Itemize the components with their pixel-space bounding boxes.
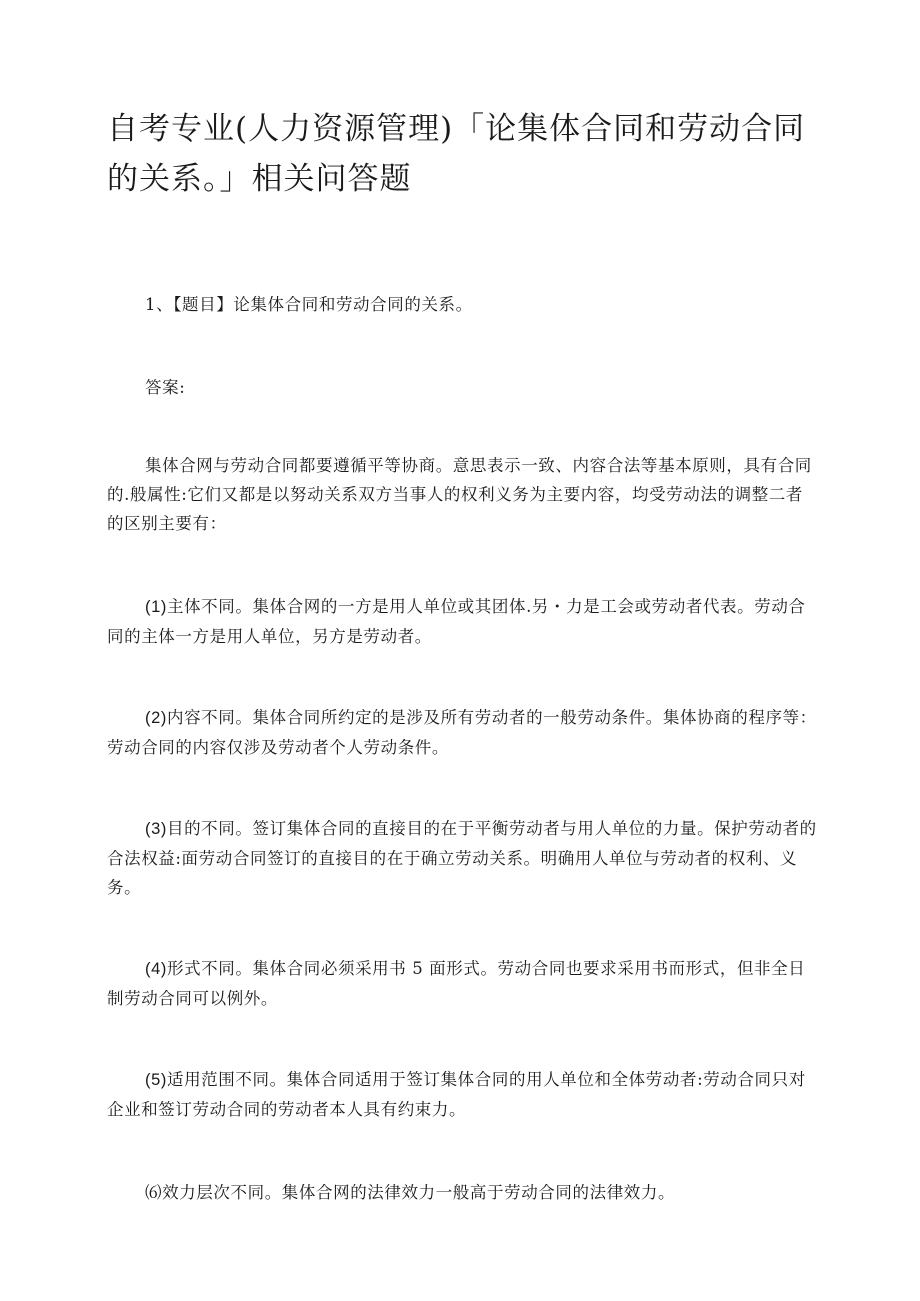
point-marker: ⑹ <box>145 1183 163 1202</box>
point-5 <box>107 1065 819 1124</box>
point-text: 形式不同。集体合同必须采用书 5 面形式。劳动合同也要求采用书而形式，但非全日制劳动合同可以例外。 <box>107 959 806 1008</box>
point-marker: (3) <box>145 820 167 838</box>
document-title: 自考专业(人力资源管理)「论集体合同和劳动合同的关系。」相关问答题 <box>107 111 806 197</box>
point-marker: (4) <box>145 960 167 978</box>
point-marker: (2) <box>145 709 167 727</box>
answer-intro: 集体合网与劳动合同都要遵循平等协商。意思表示一致、内容合法等基本原则，具有合同的.般属性:它们又都是以努动关系双方当事人的权利义务为主要内容，均受劳动法的调整二者的区别主要有： <box>107 456 812 533</box>
question-text: 1、【题目】论集体合同和劳动合同的关系。 <box>145 295 473 314</box>
point-2 <box>107 703 819 762</box>
point-marker: (1) <box>145 598 167 616</box>
point-text: 主体不同。集体合网的一方是用人单位或其团体.另・力是工会或劳动者代表。劳动合同的主体一方是用人单位，另方是劳动者。 <box>107 597 806 646</box>
point-1 <box>107 592 819 651</box>
point-4 <box>107 954 819 1013</box>
point-marker: (5) <box>145 1071 167 1089</box>
point-text: 目的不同。签订集体合同的直接目的在于平衡劳动者与用人单位的力量。保护劳动者的合法权益:面劳动合同签订的直接目的在于确立劳动关系。明确用人单位与劳动者的权利、义务。 <box>107 819 817 897</box>
point-3 <box>107 814 819 902</box>
point-text: 效力层次不同。集体合网的法律效力一般高于劳动合同的法律效力。 <box>162 1183 676 1202</box>
answer-label: 答案: <box>145 378 186 397</box>
point-6 <box>107 1178 819 1207</box>
point-text: 内容不同。集体合同所约定的是涉及所有劳动者的一般劳动条件。集体协商的程序等：劳动合同的内容仅涉及劳动者个人劳动条件。 <box>107 708 817 757</box>
point-text: 适用范围不同。集体合同适用于签订集体合同的用人单位和全体劳动者:劳动合同只对企业和签订劳动合同的劳动者本人具有约束力。 <box>107 1070 806 1119</box>
